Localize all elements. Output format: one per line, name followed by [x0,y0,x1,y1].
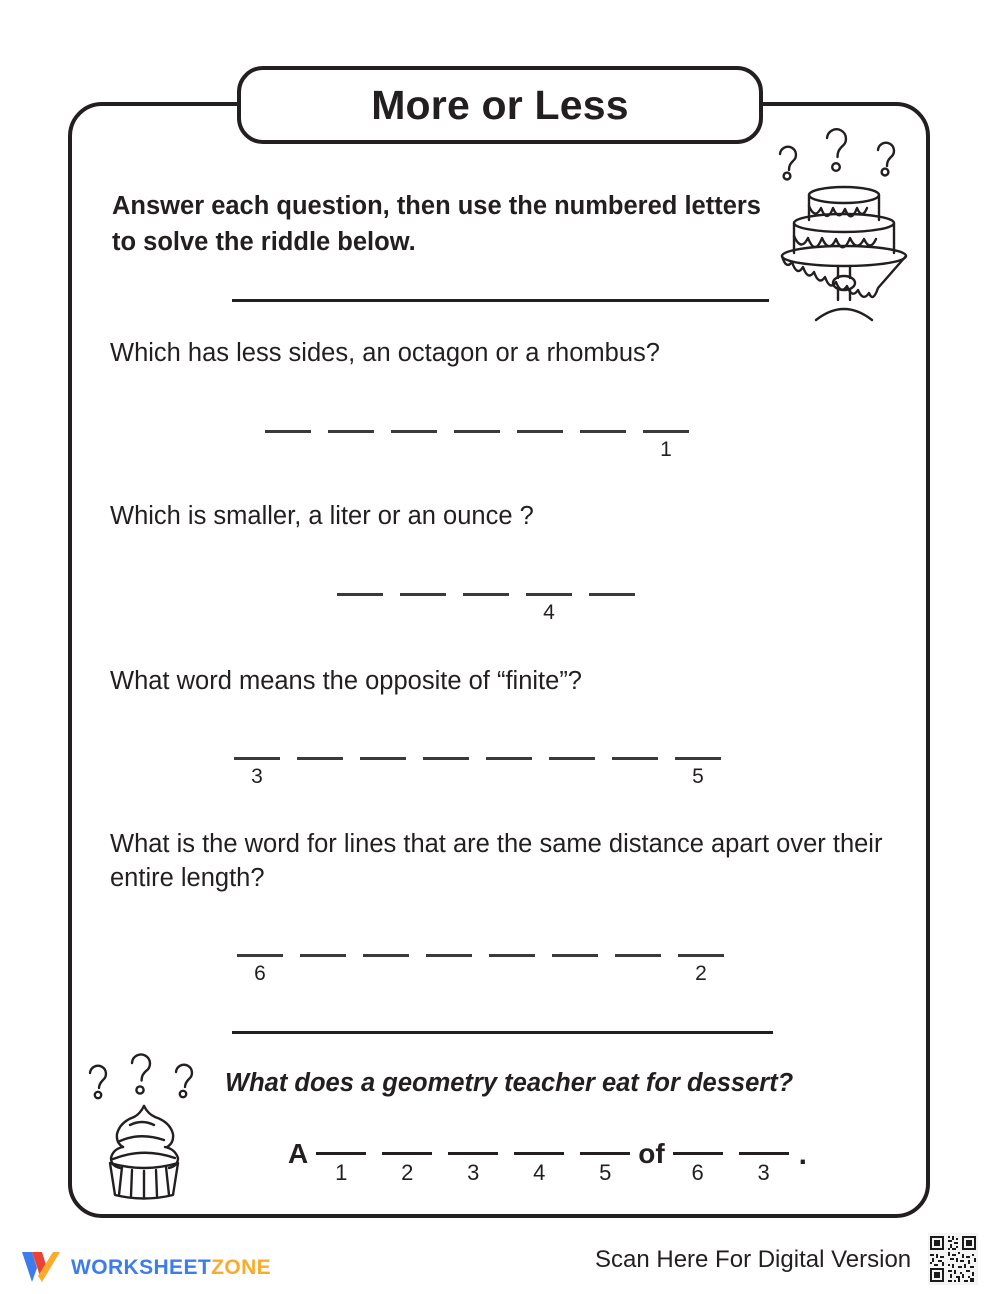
answer-blank[interactable] [337,593,383,624]
blank-line [673,1152,723,1155]
riddle-blank[interactable] [382,1118,432,1184]
blank-line [423,757,469,760]
answer-blank[interactable] [400,593,446,624]
blank-line [328,430,374,433]
blank-line [517,430,563,433]
blank-line [237,954,283,957]
answer-blank[interactable] [678,954,724,985]
answer-blank[interactable] [526,593,572,624]
blank-line [400,593,446,596]
answer-blank[interactable] [391,430,437,461]
question-2-text: Which is smaller, a liter or an ounce ? [110,502,534,530]
riddle-question-text: What does a geometry teacher eat for dessert? [225,1069,794,1097]
answer-blank[interactable] [328,430,374,461]
page-title: More or Less [371,81,629,128]
blank-line [265,430,311,433]
blank-line [391,430,437,433]
question-2-answer-blanks[interactable] [337,593,635,624]
blank-line [526,593,572,596]
riddle-blank[interactable] [673,1118,723,1184]
answer-blank[interactable] [463,593,509,624]
answer-blank[interactable] [552,954,598,985]
cupcake-icon [78,1053,210,1201]
riddle-blank[interactable] [739,1118,789,1184]
blank-number: 6 [691,1160,704,1185]
blank-line [643,430,689,433]
answer-blank[interactable] [237,954,283,985]
blank-line [552,954,598,957]
answer-blank[interactable] [426,954,472,985]
answer-blank[interactable] [615,954,661,985]
blank-number: 4 [533,1160,546,1185]
worksheet-title-badge [237,66,763,144]
blank-line [360,757,406,760]
blank-line [448,1152,498,1155]
blank-line [580,430,626,433]
answer-blank[interactable] [360,757,406,788]
layer-cake-icon [768,128,920,328]
answer-blank[interactable] [517,430,563,461]
answer-blank[interactable] [363,954,409,985]
answer-blank[interactable] [489,954,535,985]
blank-line [739,1152,789,1155]
instructions-text: Answer each question, then use the numbered letters to solve the riddle below. [112,192,761,257]
question-1-text: Which has less sides, an octagon or a rhombus? [110,339,660,367]
blank-number: 5 [692,765,704,788]
worksheet-zone-logo[interactable] [20,1250,271,1284]
question-1-answer-blanks[interactable] [265,430,689,461]
riddle-blank[interactable] [448,1118,498,1184]
answer-blank[interactable] [643,430,689,461]
blank-number: 4 [543,601,555,624]
riddle-blank[interactable] [514,1118,564,1184]
riddle-middle-word: of [638,1138,665,1169]
answer-blank[interactable] [486,757,532,788]
logo-w-icon [20,1250,62,1284]
blank-line [675,757,721,760]
blank-line [297,757,343,760]
question-4-answer-blanks[interactable] [237,954,724,985]
answer-blank[interactable] [454,430,500,461]
blank-line [549,757,595,760]
blank-line [300,954,346,957]
blank-line [454,430,500,433]
blank-line [337,593,383,596]
blank-line [589,593,635,596]
answer-blank[interactable] [300,954,346,985]
blank-number: 2 [401,1160,414,1185]
answer-blank[interactable] [297,757,343,788]
riddle-lead-word: A [288,1138,309,1169]
blank-line [580,1152,630,1155]
blank-line [363,954,409,957]
blank-number: 2 [695,962,707,985]
blank-line [612,757,658,760]
scan-instruction-text: Scan Here For Digital Version [595,1246,912,1273]
answer-blank[interactable] [549,757,595,788]
blank-line [486,757,532,760]
blank-number: 6 [254,962,266,985]
blank-number: 5 [599,1160,612,1185]
answer-blank[interactable] [612,757,658,788]
blank-line [463,593,509,596]
blank-line [426,954,472,957]
blank-number: 1 [335,1160,348,1185]
answer-blank[interactable] [580,430,626,461]
answer-blank[interactable] [234,757,280,788]
riddle-answer-blanks[interactable] [288,1118,807,1184]
question-3-text: What word means the opposite of “finite”? [110,667,582,695]
blank-line [514,1152,564,1155]
riddle-blank[interactable] [316,1118,366,1184]
blank-line [234,757,280,760]
blank-line [316,1152,366,1155]
divider-bottom [232,1031,773,1034]
blank-number: 3 [251,765,263,788]
blank-line [382,1152,432,1155]
riddle-blank[interactable] [580,1118,630,1184]
logo-text-zone: ZONE [211,1255,272,1279]
answer-blank[interactable] [423,757,469,788]
question-3-answer-blanks[interactable] [234,757,721,788]
qr-code-icon[interactable] [928,1233,978,1285]
logo-text-worksheet: WORKSHEET [71,1255,212,1279]
question-4-text: What is the word for lines that are the same distance apart over their entire length? [110,830,883,892]
blank-number: 3 [467,1160,480,1185]
divider-top [232,299,769,302]
blank-number: 3 [757,1160,770,1185]
blank-line [615,954,661,957]
blank-line [678,954,724,957]
answer-blank[interactable] [675,757,721,788]
blank-line [489,954,535,957]
answer-blank[interactable] [589,593,635,624]
blank-number: 1 [660,438,672,461]
answer-blank[interactable] [265,430,311,461]
riddle-end-punctuation: . [798,1138,808,1171]
